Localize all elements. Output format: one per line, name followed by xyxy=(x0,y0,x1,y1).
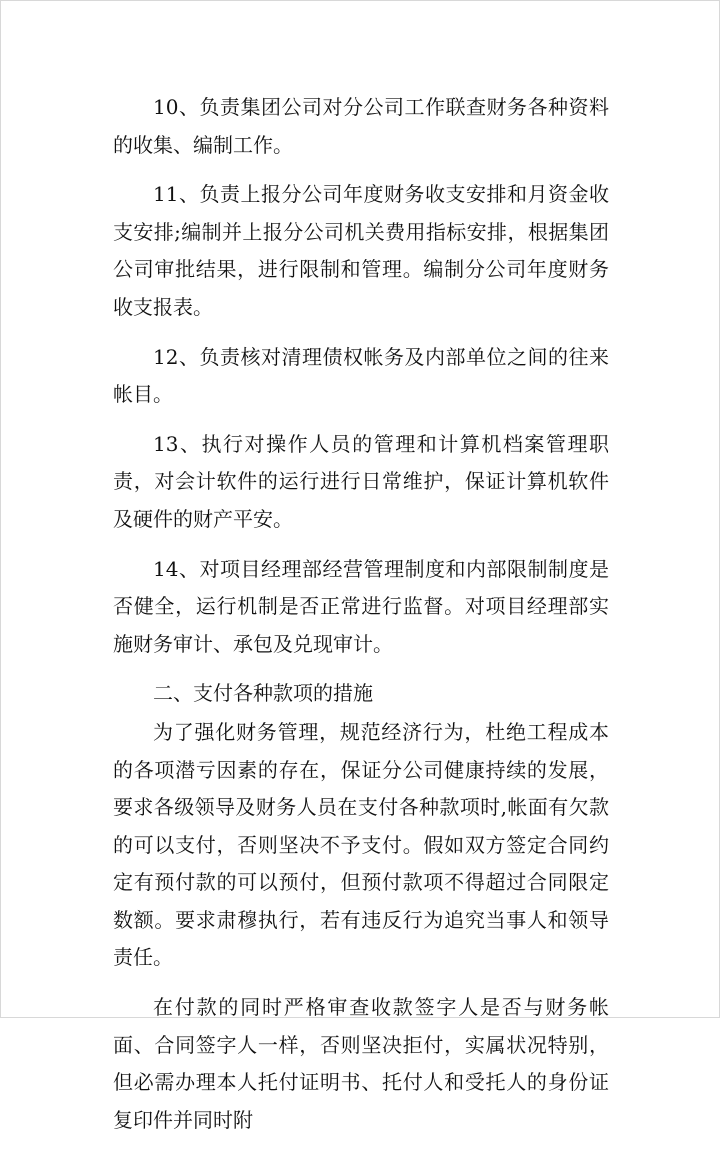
section-heading: 二、支付各种款项的措施 xyxy=(153,681,373,706)
document-body xyxy=(113,89,609,1151)
section-paragraph-signature-check: 在付款的同时严格审查收款签字人是否与财务帐面、合同签字人一样，否则坚决拒付，实属状况特别，但必需办理本人托付证明书、托付人和受托人的身份证复印件并同时附 xyxy=(113,995,609,1132)
paragraph-item-12: 12、负责核对清理债权帐务及内部单位之间的往来帐目。 xyxy=(113,344,609,407)
paragraph-item-10: 10、负责集团公司对分公司工作联查财务各种资料的收集、编制工作。 xyxy=(113,95,609,157)
paragraph-item-13: 13、执行对操作人员的管理和计算机档案管理职责，对会计软件的运行进行日常维护，保证计算机软件及硬件的财产平安。 xyxy=(113,431,609,531)
paragraph-item-11: 11、负责上报分公司年度财务收支安排和月资金收支安排;编制并上报分公司机关费用指标安排，根据集团公司审批结果，进行限制和管理。编制分公司年度财务收支报表。 xyxy=(113,182,609,319)
paragraph-item-14: 14、对项目经理部经营管理制度和内部限制制度是否健全，运行机制是否正常进行监督。对项目经理部实施财务审计、承包及兑现审计。 xyxy=(113,556,609,656)
section-paragraph-payment-rules: 为了强化财务管理，规范经济行为，杜绝工程成本的各项潜亏因素的存在，保证分公司健康持续的发展，要求各级领导及财务人员在支付各种款项时,帐面有欠款的可以支付，否则坚决不予支付。假如双方签定合同约定有预付款的可以预付，但预付款项不得超过合同限定数额。要求肃穆执行，若有违反行为追究当事人和领导责任。 xyxy=(113,719,609,970)
